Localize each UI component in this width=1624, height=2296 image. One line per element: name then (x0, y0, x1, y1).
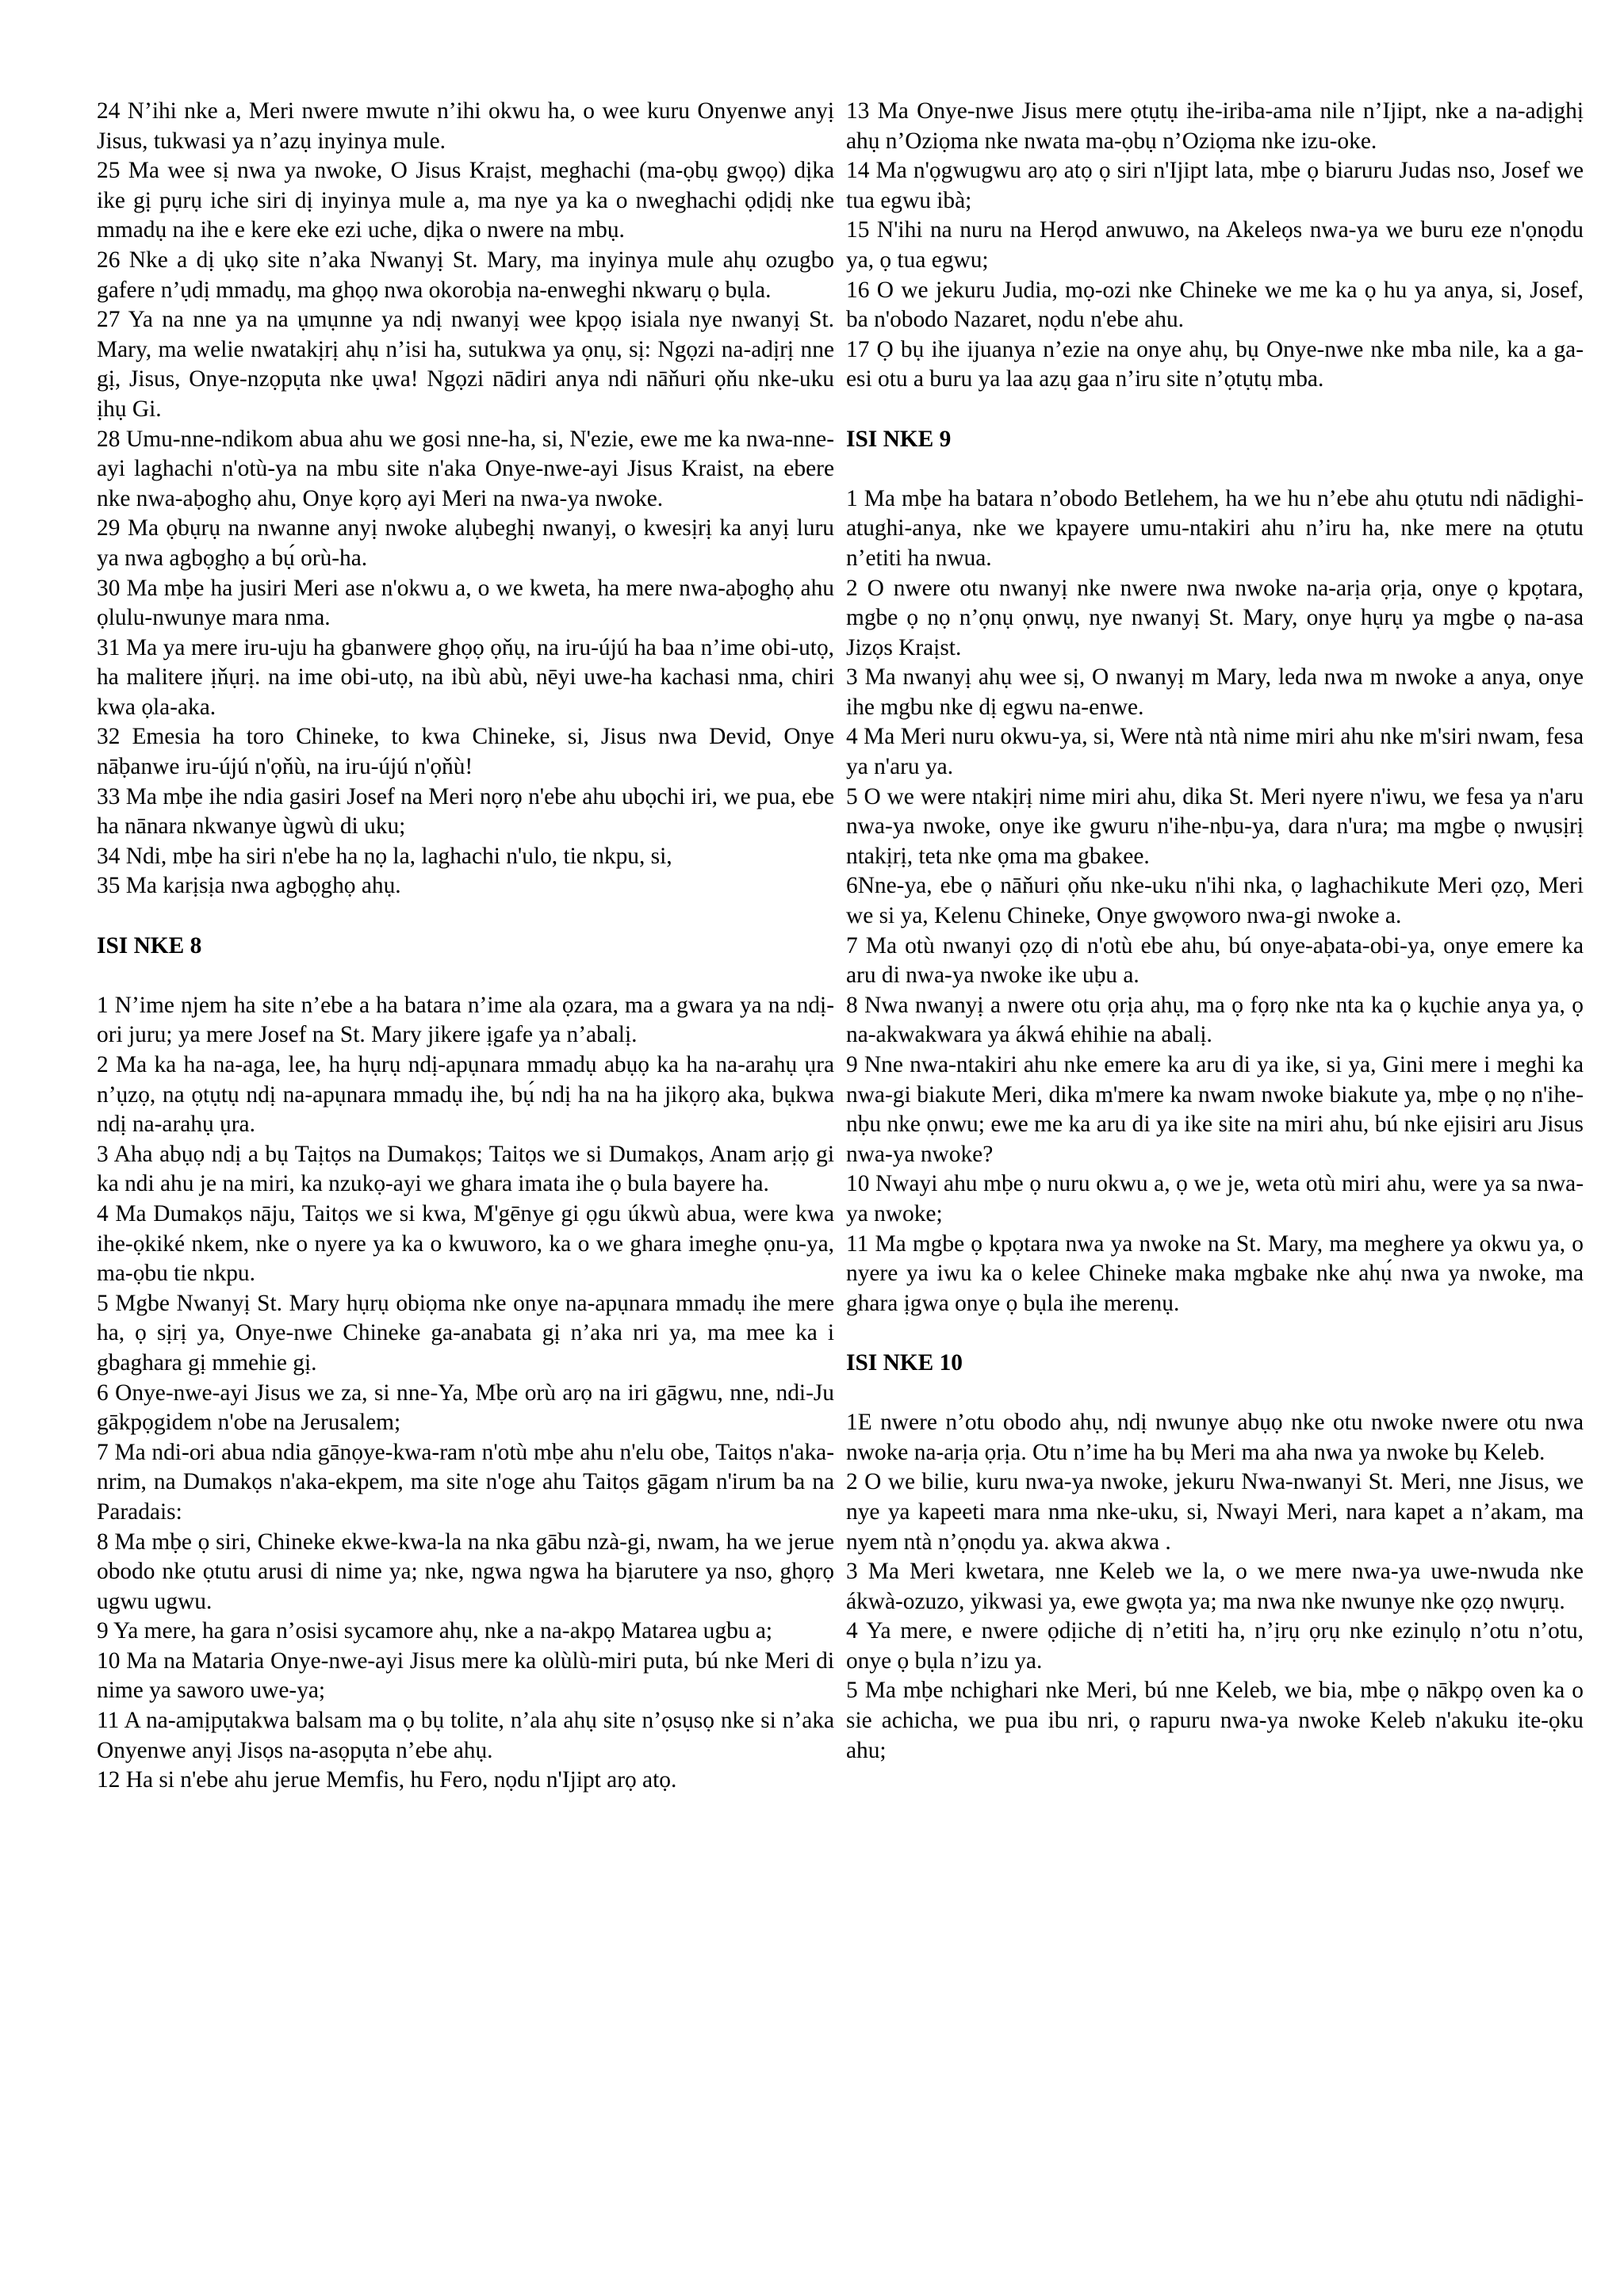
paragraph: 3 Aha abụọ ndị a bụ Taịtọs na Dumakọs; Taitọs we si Dumakọs, Anam arịọ gi ka ndi ahu je na miri, ka nzukọ-ayi we ghara imata ihe ọ bula bayere ha. (97, 1141, 834, 1197)
paragraph: 13 Ma Onye-nwe Jisus mere ọtụtụ ihe-iriba-ama nile n’Ijipt, nke a na-adịghị ahụ n’Oziọma nke nwata ma-ọbụ n’Oziọma nke izu-oke. (846, 98, 1584, 154)
paragraph: 25 Ma wee sị nwa ya nwoke, O Jisus Kraịst, meghachi (ma-ọbụ gwọọ) dịka ike gị pụrụ iche siri dị inyinya mule a, ma nye ya ka o nweghachi ọdịdị nke mmadụ na ihe e kere eke ezi uche, dịka o nwere na mbụ. (97, 158, 834, 243)
paragraph: 28 Umu-nne-ndikom abua ahu we gosi nne-ha, si, N'ezie, ewe me ka nwa-nne-ayi laghachi n'otù-ya na mbu site n'aka Onye-nwe-ayi Jisus Kraist, na ebere nke nwa-aḅoghọ ahu, Onye kọrọ ayi Meri na nwa-ya nwoke. (97, 426, 834, 511)
spacer (97, 901, 834, 932)
paragraph: 7 Ma otù nwanyi ọzọ di n'otù ebe ahu, bú onye-aḅata-obi-ya, onye emere ka aru di nwa-ya nwoke ike uḅu a. (846, 932, 1584, 989)
paragraph: 16 O we jekuru Judia, mọ-ozi nke Chineke we me ka ọ hu ya anya, si, Josef, ba n'obodo Nazaret, nọdu n'ebe ahu. (846, 277, 1584, 333)
paragraph: 32 Emesia ha toro Chineke, to kwa Chineke, si, Jisus nwa Devid, Onye nāḅanwe iru-újú n'ọňù, na iru-újú n'ọňù! (97, 724, 834, 780)
paragraph: 10 Nwayi ahu mḅe ọ nuru okwu a, ọ we je, weta otù miri ahu, were ya sa nwa-ya nwoke; (846, 1171, 1584, 1226)
paragraph: 30 Ma mḅe ha jusiri Meri ase n'okwu a, o we kweta, ha mere nwa-aḅoghọ ahu ọlulu-nwunye mara nma. (97, 575, 834, 631)
paragraph: 2 Ma ka ha na-aga, lee, ha hụrụ ndị-apụnara mmadụ abụọ ka ha na-arahụ ụra n’ụzọ, na ọtụtụ ndị na-apụnara mmadụ ihe, bụ́ ndị ha na ha jikọrọ aka, bụkwa ndị na-arahụ ụra. (97, 1052, 834, 1138)
paragraph: 2 O nwere otu nwanyị nke nwere nwa nwoke na-arịa ọrịa, onye ọ kpọtara, mgbe ọ nọ n’ọnụ ọnwụ, nye nwanyị St. Mary, onye hụrụ ya mgbe ọ na-asa Jizọs Kraịst. (846, 575, 1584, 660)
paragraph: 12 Ha si n'ebe ahu jerue Memfis, hu Fero, nọdu n'Ijipt arọ atọ. (97, 1767, 677, 1793)
paragraph: 34 Ndi, mḅe ha siri n'ebe ha nọ la, laghachi n'ulo, tie nkpu, si, (97, 843, 672, 869)
paragraph: 6Nne-ya, ebe ọ nāňuri ọňu nke-uku n'ihi nka, ọ laghachikute Meri ọzọ, Meri we si ya, Kelenu Chineke, Onye gwọworo nwa-gi nwoke a. (846, 873, 1584, 929)
paragraph: 2 O we bilie, kuru nwa-ya nwoke, jekuru Nwa-nwanyi St. Meri, nne Jisus, we nye ya kapeeti mara nma nke-uku, si, Nwayi Meri, nara kapet a n’akam, ma nyem ntà n’ọnọdu ya. akwa akwa . (846, 1469, 1584, 1555)
paragraph: 15 N'ihi na nuru na Herọd anwuwo, na Akeleọs nwa-ya we buru eze n'ọnọdu ya, ọ tua egwu; (846, 217, 1584, 273)
paragraph: 5 Ma mḅe nchighari nke Meri, bú nne Keleb, we bia, mḅe ọ nākpọ oven ka o sie achicha, we pua ibu nri, ọ rapuru nwa-ya nwoke Keleb n'akuku ite-ọku ahu; (846, 1678, 1584, 1763)
spacer (97, 961, 834, 991)
chapter-heading-9: ISI NKE 9 (846, 426, 952, 452)
paragraph: 8 Ma mḅe ọ siri, Chineke ekwe-kwa-la na nka gābu nzà-gi, nwam, ha we jerue obodo nke ọtutu arusi di nime ya; nke, ngwa ngwa ha bịarutere ya nso, ghọrọ ugwu ugwu. (97, 1529, 834, 1614)
paragraph: 31 Ma ya mere iru-uju ha gbanwere ghọọ ọňụ, na iru-újú ha baa n’ime obi-utọ, ha malitere ịňụrị. na ime obi-utọ, na ibù abù, nēyi uwe-ha kachasi nma, chiri kwa ọla-aka. (97, 634, 834, 720)
paragraph: 5 Mgbe Nwanyị St. Mary hụrụ obiọma nke onye na-apụnara mmadụ ihe mere ha, ọ sịrị ya, Onye-nwe Chineke ga-anabata gị n’aka nri ya, ma mee ka i gbaghara gị mmehie gị. (97, 1290, 834, 1376)
paragraph: 35 Ma karịsịa nwa agbọghọ ahụ. (97, 873, 401, 899)
paragraph: 29 Ma ọbụrụ na nwanne anyị nwoke alụbeghị nwanyị, o kwesịrị ka anyị luru ya nwa agbọghọ a bụ́ orù-ha. (97, 515, 834, 571)
paragraph: 6 Onye-nwe-ayi Jisus we za, si nne-Ya, Mḅe orù arọ na iri gāgwu, nne, ndi-Ju gākpọgidem n'obe na Jerusalem; (97, 1380, 834, 1436)
right-column (846, 97, 1584, 1766)
paragraph: 11 Ma mgbe ọ kpọtara nwa ya nwoke na St. Mary, ma meghere ya okwu ya, o nyere ya iwu ka o kelee Chineke maka mgbake nke ahụ́ nwa ya nwoke, ma ghara ịgwa onye ọ bụla ihe merenụ. (846, 1230, 1584, 1316)
paragraph: 3 Ma Meri kwetara, nne Keleb we la, o we mere nwa-ya uwe-nwuda nke ákwà-ozuzo, yikwasi ya, ewe gwọta ya; ma nwa nke nwunye nke ọzọ nwụrụ. (846, 1559, 1584, 1614)
paragraph: 8 Nwa nwanyị a nwere otu ọrịa ahụ, ma ọ fọrọ nke nta ka ọ kụchie anya ya, ọ na-akwakwara ya ákwá ehihie na abalị. (846, 992, 1584, 1048)
paragraph: 5 O we were ntakịrị nime miri ahu, dika St. Meri nyere n'iwu, we fesa ya n'aru nwa-ya nwoke, onye ike gwuru n'ihe-nḅu-ya, dara n'ura; ma mgbe ọ nwụsịrị ntakịrị, teta nke ọma ma gbakee. (846, 783, 1584, 869)
paragraph: 1 N’ime njem ha site n’ebe a ha batara n’ime ala ọzara, ma a gwara ya na ndị-ori juru; ya mere Josef na St. Mary jikere ịgafe ya n’abalị. (97, 992, 834, 1048)
left-column (97, 97, 834, 1796)
paragraph: 33 Ma mḅe ihe ndia gasiri Josef na Meri nọrọ n'ebe ahu ubọchi iri, we pua, ebe ha nānara nkwanye ùgwù di uku; (97, 783, 834, 840)
paragraph: 3 Ma nwanyị ahụ wee sị, O nwanyị m Mary, leda nwa m nwoke a anya, onye ihe mgbu nke dị egwu na-enwe. (846, 664, 1584, 720)
chapter-heading-8: ISI NKE 8 (97, 932, 202, 959)
paragraph: 17 Ọ bụ ihe ijuanya n’ezie na onye ahụ, bụ Onye-nwe nke mba nile, ka a ga-esi otu a buru ya laa azụ gaa n’iru site n’ọtụtụ mba. (846, 336, 1584, 392)
paragraph: 4 Ma Dumakọs nāju, Taitọs we si kwa, M'gēnye gi ọgu úkwù abua, were kwa ihe-ọkiké nkem, nke o nyere ya ka o kwuworo, ka o we ghara imeghe ọnu-ya, ma-ọbu tie nkpu. (97, 1200, 834, 1287)
paragraph: 14 Ma n'ọgwugwu arọ atọ ọ siri n'Ijipt lata, mḅe ọ biaruru Judas nso, Josef we tua egwu ibà; (846, 158, 1584, 213)
paragraph: 7 Ma ndi-ori abua ndia gānọye-kwa-ram n'otù mḅe ahu n'elu obe, Taitọs n'aka-nrim, na Dumakọs n'aka-ekpem, ma site n'oge ahu Taitọs gāgam n'irum ba na Paradais: (97, 1439, 834, 1525)
spacer (846, 1379, 1584, 1409)
paragraph: 27 Ya na nne ya na ụmụnne ya ndị nwanyị wee kpọọ isiala nye nwanyị St. Mary, ma welie nwatakịrị ahụ n’isi ha, sutukwa ya ọnụ, sị: Ngọzi na-adịrị nne gị, Jisus, Onye-nzọpụta nke ụwa! Ngọzi nādiri anya ndi nāňuri ọňu nke-uku ịhụ Gi. (97, 307, 834, 422)
paragraph: 4 Ma Meri nuru okwu-ya, si, Were ntà ntà nime miri ahu nke m'siri nwam, fesa ya n'aru ya. (846, 724, 1584, 780)
paragraph: 1 Ma mḅe ha batara n’obodo Betlehem, ha we hu n’ebe ahu ọtutu ndi nādighi-atughi-anya, nke we kpayere umu-ntakiri ahu n’iru ha, nke mere na ọtutu n’etiti ha nwua. (846, 485, 1584, 571)
paragraph: 11 A na-amịpụtakwa balsam ma ọ bụ tolite, n’ala ahụ site n’ọsụsọ nke si n’aka Onyenwe anyị Jisọs na-asọpụta n’ebe ahụ. (97, 1708, 834, 1763)
paragraph: 1E nwere n’otu obodo ahụ, ndị nwunye abụọ nke otu nwoke nwere otu nwa nwoke na-arịa ọrịa. Otu n’ime ha bụ Meri ma aha nwa ya nwoke bụ Keleb. (846, 1410, 1584, 1465)
spacer (846, 1318, 1584, 1349)
paragraph: 4 Ya mere, e nwere ọdịiche dị n’etiti ha, n’ịrụ ọrụ nke ezinụlọ n’otu n’otu, onye ọ bụla n’izu ya. (846, 1618, 1584, 1674)
spacer (846, 395, 1584, 425)
paragraph: 26 Nke a dị ụkọ site n’aka Nwanyị St. Mary, ma inyinya mule ahụ ozugbo gafere n’ụdị mmadụ, ma ghọọ nwa okorobịa na-enweghi nkwarụ ọ bụla. (97, 247, 834, 303)
paragraph: 9 Nne nwa-ntakiri ahu nke emere ka aru di ya ike, si ya, Gini mere i meghi ka nwa-gi biakute Meri, dika m'mere ka nwam nwoke biakute ya, mḅe ọ nọ n'ihe-nḅu nke ọnwu; ewe me ka aru di ya ike site na miri ahu, bú nke ejisiri aru Jisus nwa-ya nwoke? (846, 1052, 1584, 1167)
paragraph: 24 N’ihi nke a, Meri nwere mwute n’ihi okwu ha, o wee kuru Onyenwe anyị Jisus, tukwasi ya n’azụ inyinya mule. (97, 98, 834, 154)
paragraph: 10 Ma na Mataria Onye-nwe-ayi Jisus mere ka olùlù-miri puta, bú nke Meri di nime ya saworo uwe-ya; (97, 1647, 834, 1704)
spacer (846, 454, 1584, 484)
paragraph: 9 Ya mere, ha gara n’osisi sycamore ahụ, nke a na-akpọ Matarea ugbu a; (97, 1618, 773, 1644)
chapter-heading-10: ISI NKE 10 (846, 1349, 963, 1376)
